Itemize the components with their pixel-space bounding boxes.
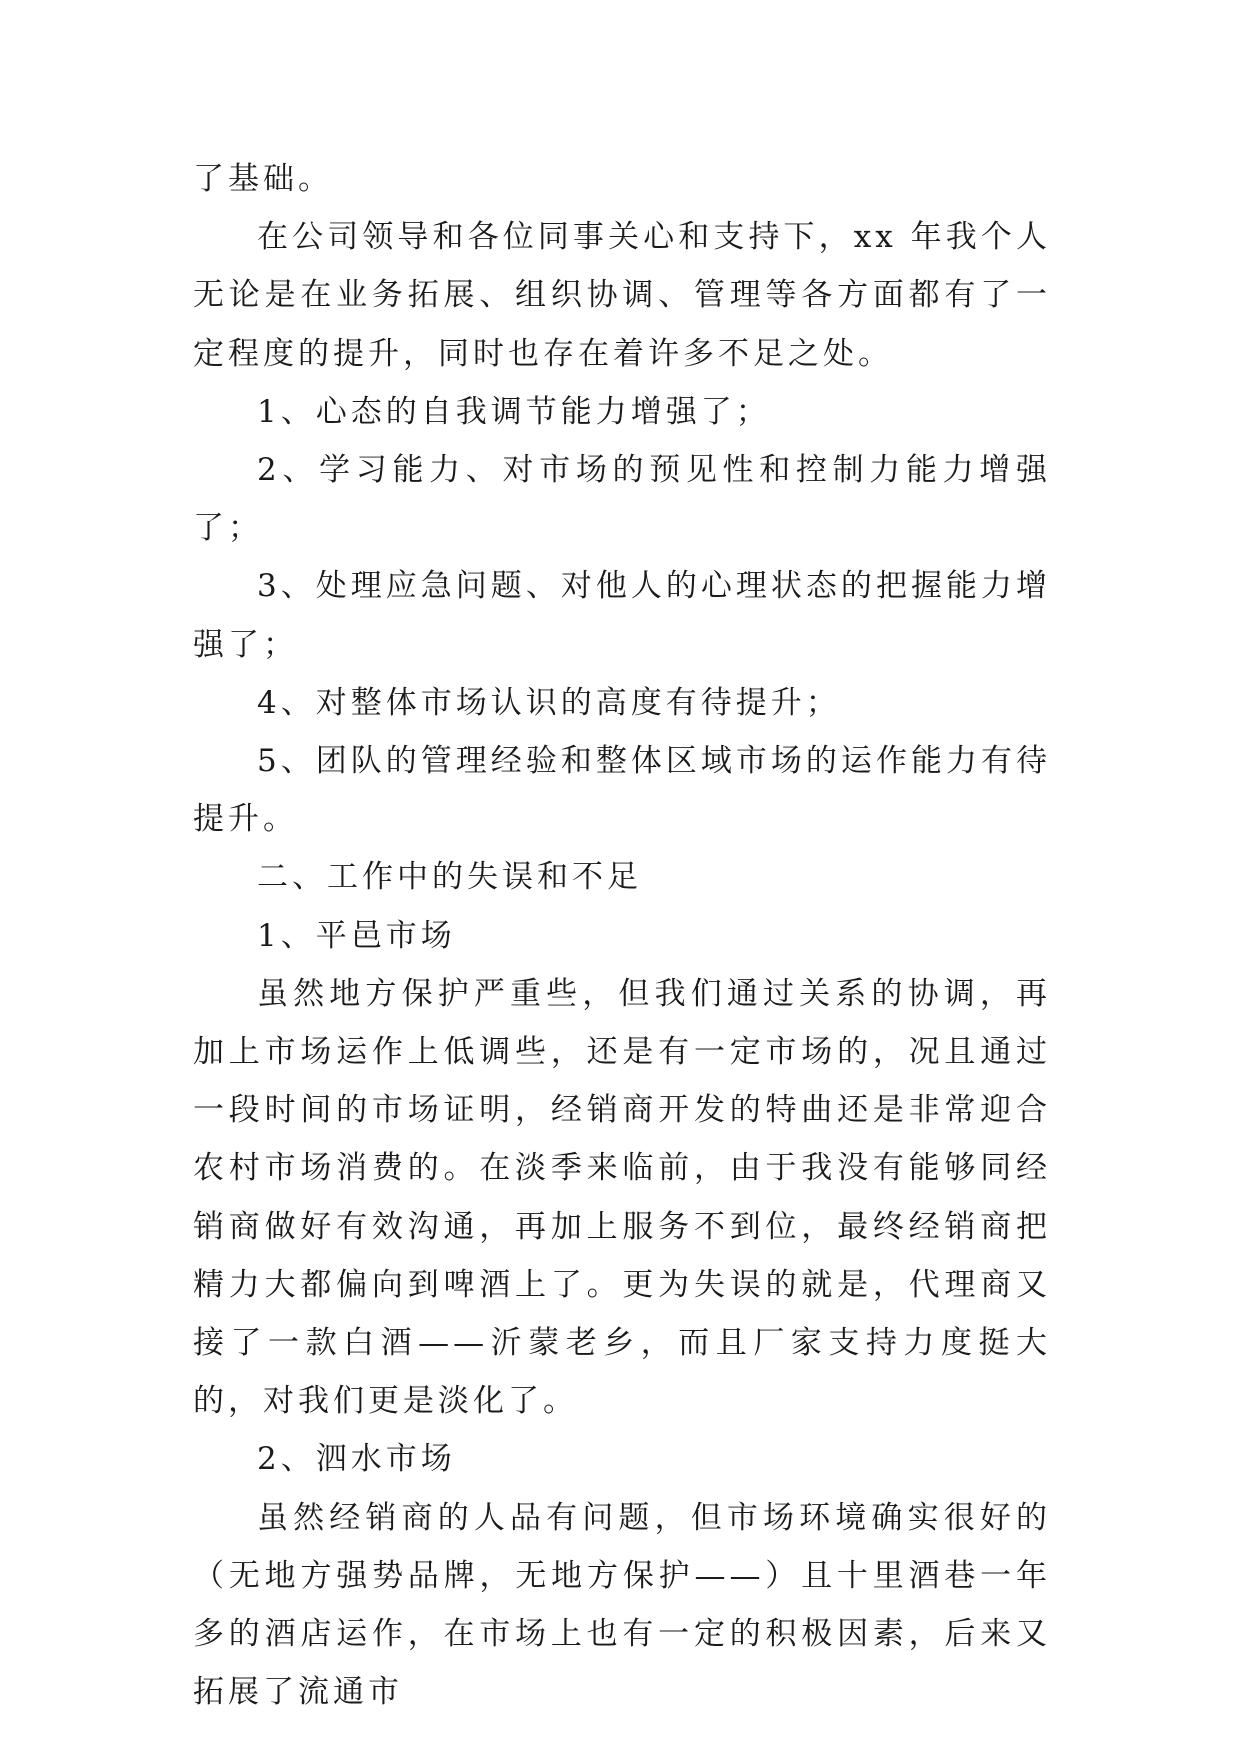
subsection-heading-sishui: 2、泗水市场 — [257, 1441, 456, 1478]
paragraph-sishui: 虽然经销商的人品有问题，但市场环境确实很好的（无地方强势品牌，无地方保护——）且十里酒巷一年多的酒店运作，在市场上也有一定的积极因素，后来又拓展了流通市 — [193, 1499, 1051, 1711]
subsection-heading-pingyi: 1、平邑市场 — [257, 917, 456, 954]
list-item-1: 1、心态的自我调节能力增强了； — [257, 393, 771, 430]
paragraph-pingyi: 虽然地方保护严重些，但我们通过关系的协调，再加上市场运作上低调些，还是有一定市场的，况且通过一段时间的市场证明，经销商开发的特曲还是非常迎合农村市场消费的。在淡季来临前，由于我没有能够同经销商做好有效沟通，再加上服务不到位，最终经销商把精力大都偏向到啤酒上了。更为失误的就是，代理商又接了一款白酒——沂蒙老乡，而且厂家支持力度挺大的，对我们更是淡化了。 — [193, 975, 1051, 1420]
document-body — [193, 150, 1051, 1721]
list-item-2: 2、学习能力、对市场的预见性和控制力能力增强了； — [193, 452, 1051, 547]
list-item-5: 5、团队的管理经验和整体区域市场的运作能力有待提升。 — [193, 743, 1051, 838]
paragraph-continuation: 了基础。 — [193, 161, 333, 197]
list-item-4: 4、对整体市场认识的高度有待提升； — [257, 684, 841, 721]
section-heading: 二、工作中的失误和不足 — [257, 859, 642, 896]
list-item-3: 3、处理应急问题、对他人的心理状态的把握能力增强了； — [193, 568, 1051, 663]
paragraph-intro: 在公司领导和各位同事关心和支持下，xx 年我个人无论是在业务拓展、组织协调、管理等各方面都有了一定程度的提升，同时也存在着许多不足之处。 — [193, 219, 1051, 372]
